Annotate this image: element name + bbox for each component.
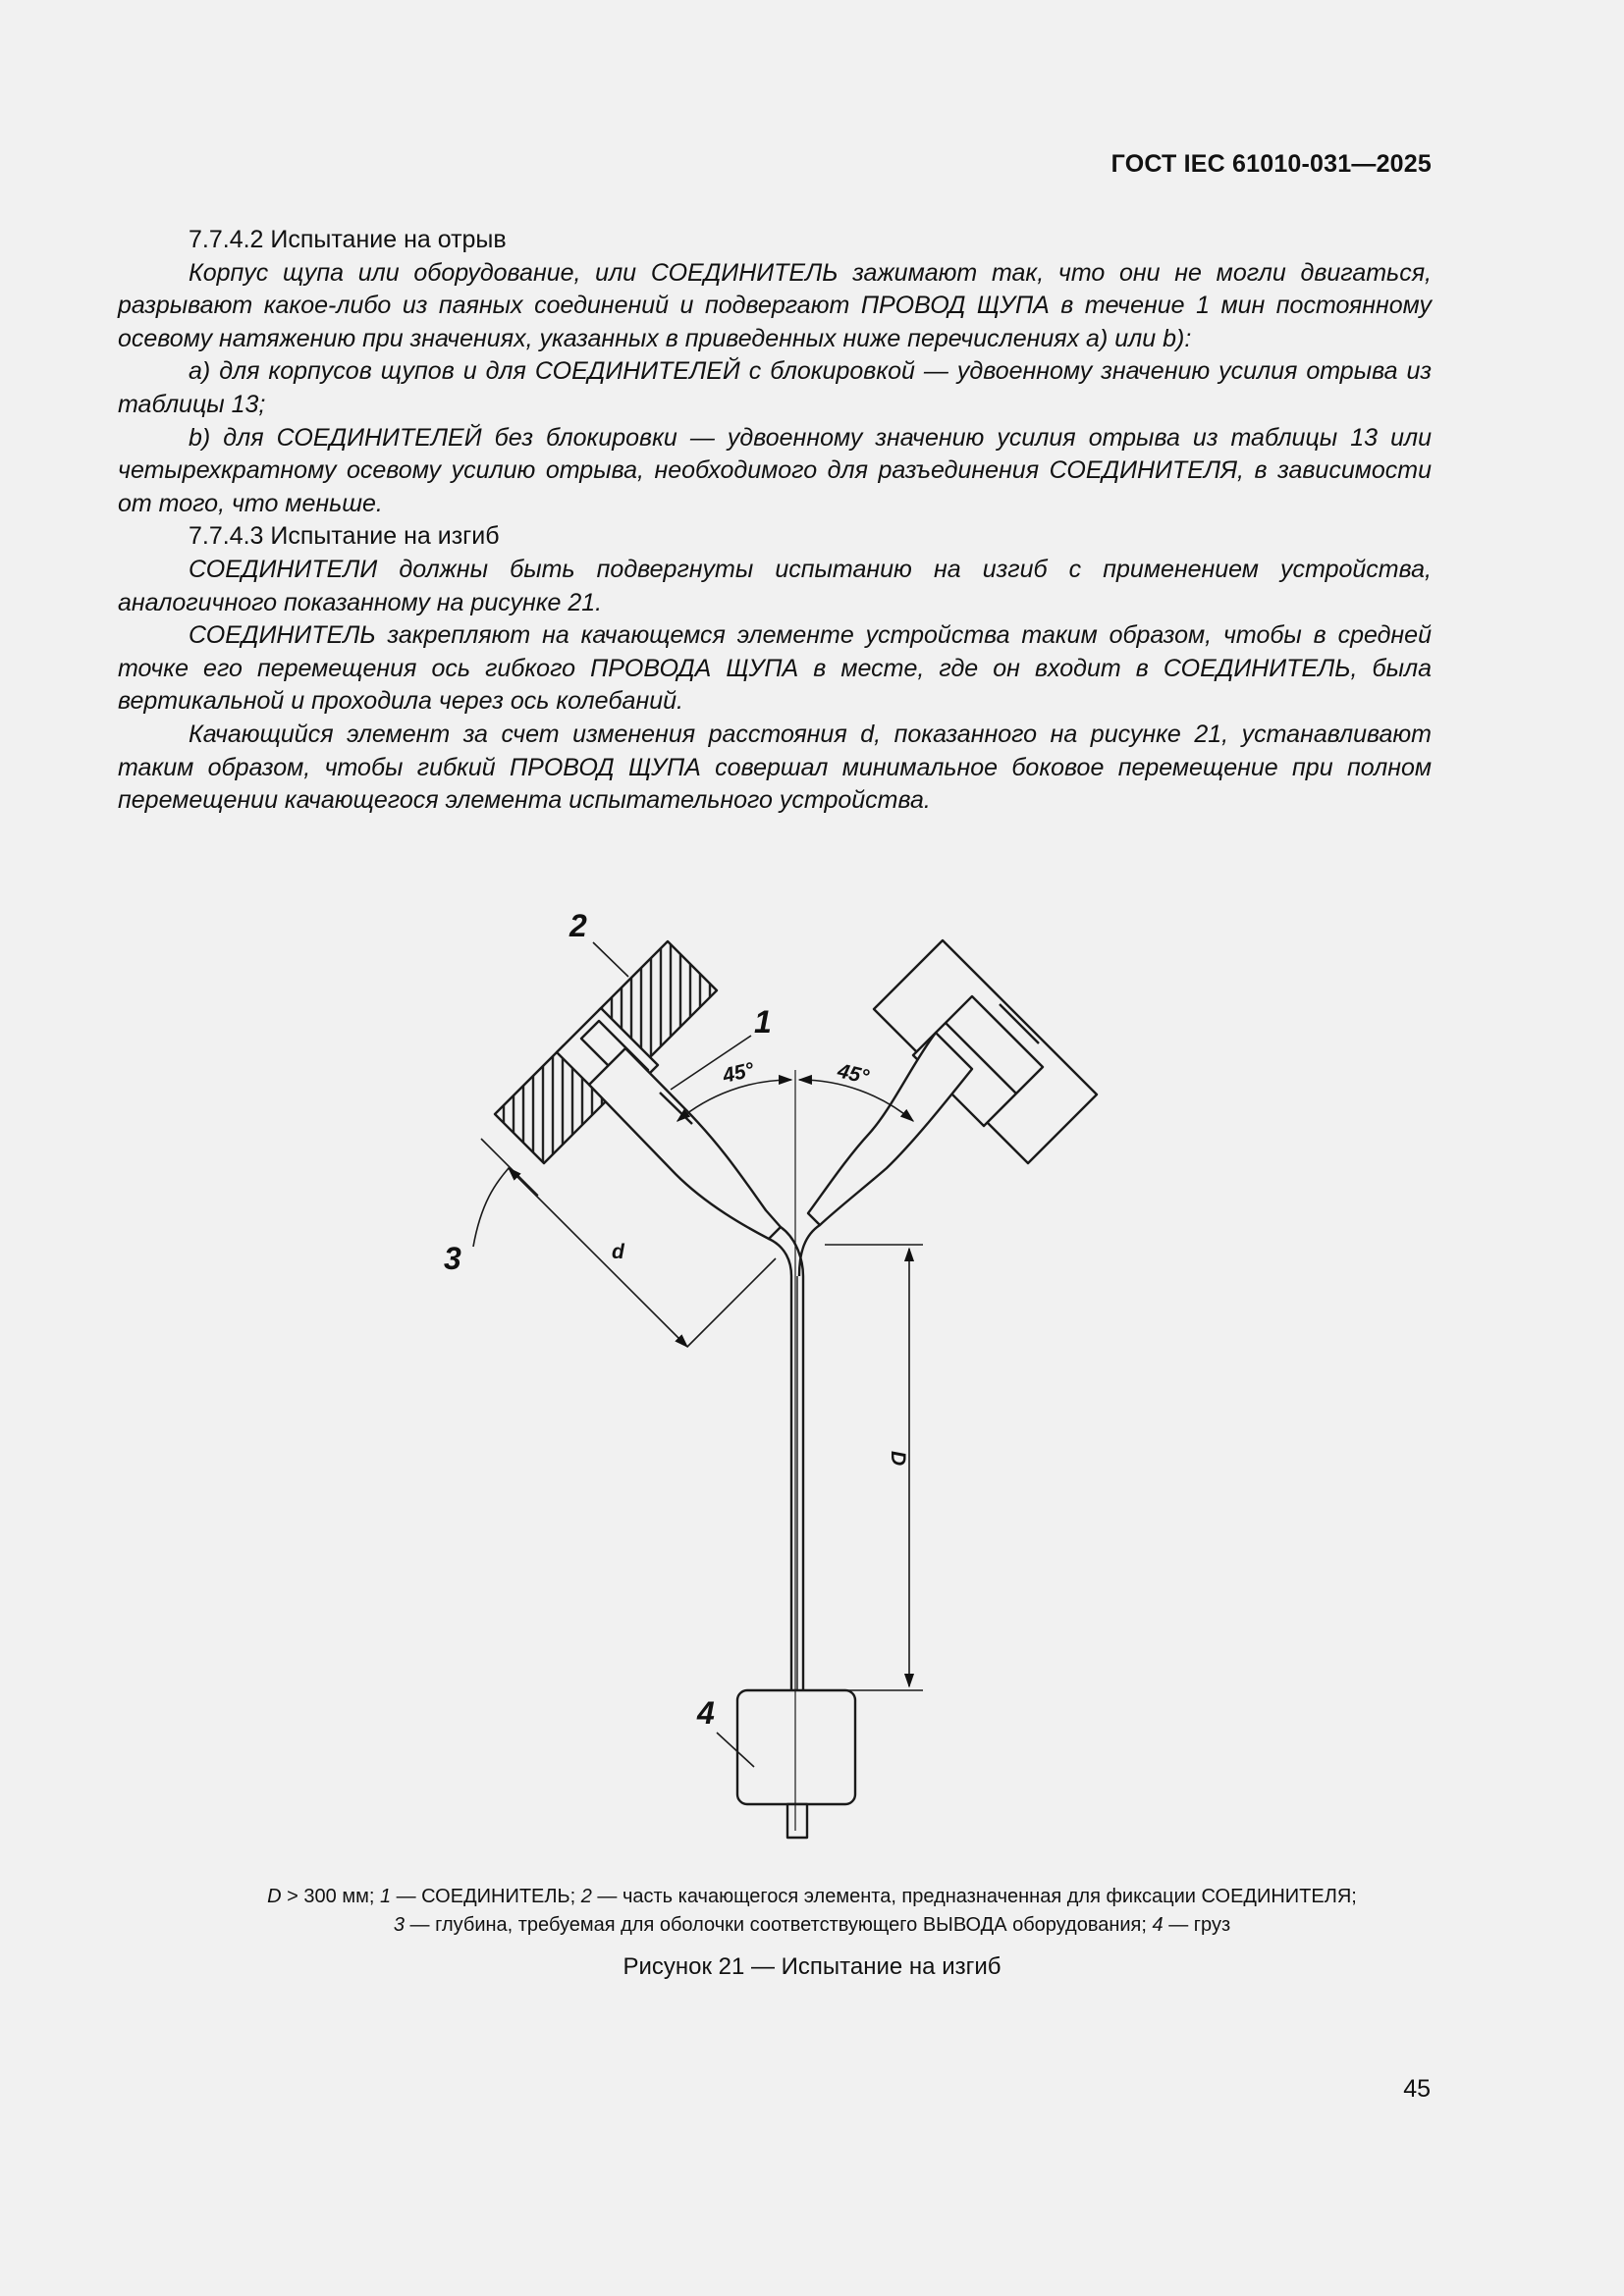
label-4: 4	[697, 1695, 715, 1731]
paragraph-7743-3: Качающийся элемент за счет изменения расстояния d, показанного на рисунке 21, устанавливают таким образом, чтобы гибкий ПРОВОД ЩУПА совершал минимальное боковое перемещение при полном перемещении качающегося элемента испытательного устройства.	[118, 720, 1432, 815]
document-header: ГОСТ IEC 61010-031—2025	[1110, 150, 1432, 178]
legend-line-2: 3 — глубина, требуемая для оболочки соответствующего ВЫВОДА оборудования; 4 — груз	[393, 1914, 1231, 1936]
label-1: 1	[754, 1004, 772, 1040]
paragraph-7743-2: СОЕДИНИТЕЛЬ закрепляют на качающемся элементе устройства таким образом, чтобы в средней точке его перемещения ось гибкого ПРОВОДА ЩУПА в месте, где он входит в СОЕДИНИТЕЛЬ, была вертикальной и проходила через ось колебаний.	[118, 621, 1432, 716]
section-title-7742: 7.7.4.2 Испытание на отрыв	[189, 226, 507, 253]
cable-end	[787, 1804, 807, 1838]
label-3: 3	[444, 1241, 461, 1276]
section-title-7743: 7.7.4.3 Испытание на изгиб	[189, 522, 500, 551]
connector-body-right	[808, 1033, 972, 1225]
legend-line-1: D > 300 мм; 1 — СОЕДИНИТЕЛЬ; 2 — часть качающегося элемента, предназначенная для фиксации СОЕДИНИТЕЛЯ;	[267, 1886, 1357, 1907]
dimension-d-label: d	[612, 1241, 624, 1263]
dimension-D-label: D	[887, 1451, 909, 1467]
paragraph-7742-body: Корпус щупа или оборудование, или СОЕДИНИТЕЛЬ зажимают так, что они не могли двигаться, разрывают какое-либо из паяных соединений и подвергают ПРОВОД ЩУПА в течение 1 мин постоянному осевому натяжению при значениях, указанных в приведенных ниже перечислениях а) или b):	[118, 258, 1432, 352]
figure-caption: Рисунок 21 — Испытание на изгиб	[623, 1953, 1001, 1980]
list-item-b: b) для СОЕДИНИТЕЛЕЙ без блокировки — удвоенному значению усилия отрыва из таблицы 13 или четырехкратному осевому усилию отрыва, необходимого для разъединения СОЕДИНИТЕЛЯ, в зависимости от того, что меньше.	[118, 423, 1432, 517]
weight-block	[737, 1690, 855, 1804]
list-item-a: а) для корпусов щупов и для СОЕДИНИТЕЛЕЙ с блокировкой — удвоенному значению усилия отрыва из таблицы 13;	[118, 357, 1432, 418]
angle-label-right: 45°	[835, 1059, 872, 1090]
figure-legend	[0, 1883, 1624, 1940]
angle-label-left: 45°	[720, 1058, 757, 1088]
label-2: 2	[569, 908, 587, 943]
page-number: 45	[1403, 2075, 1431, 2103]
paragraph-7743-1: СОЕДИНИТЕЛИ должны быть подвергнуты испытанию на изгиб с применением устройства, аналогичного показанному на рисунке 21.	[118, 555, 1432, 616]
